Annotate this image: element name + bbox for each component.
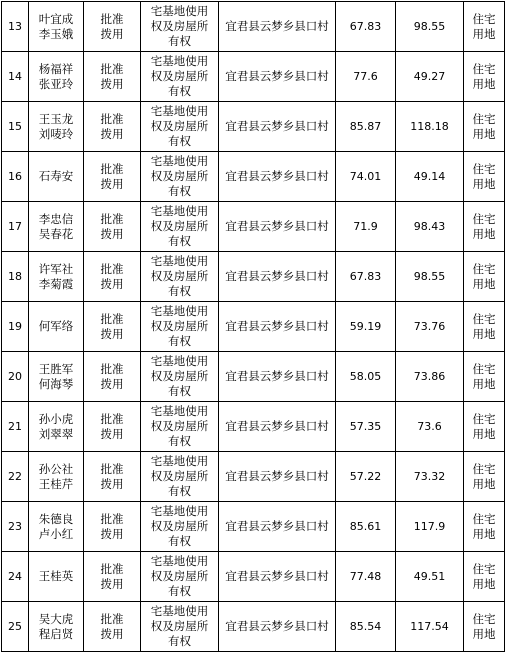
approval-type	[84, 202, 141, 252]
land-area: 85.87	[336, 102, 396, 152]
land-area: 57.35	[336, 402, 396, 452]
right-type-line: 宅基地使用	[150, 204, 209, 218]
land-use-line: 用地	[472, 176, 496, 191]
right-type-line: 有权	[168, 534, 191, 548]
right-type-line: 宅基地使用	[150, 304, 209, 318]
right-type-line: 有权	[168, 584, 191, 598]
row-number: 19	[2, 302, 29, 352]
building-area: 98.55	[396, 2, 464, 52]
right-type	[141, 102, 219, 152]
table-row	[2, 2, 505, 52]
owner-names	[29, 2, 84, 52]
building-area: 73.6	[396, 402, 464, 452]
land-use	[464, 452, 505, 502]
right-type-line: 宅基地使用	[150, 54, 209, 68]
right-type	[141, 152, 219, 202]
land-use-line: 住宅	[472, 361, 496, 376]
location: 宜君县云梦乡县口村	[219, 452, 336, 502]
owner-names-line: 王胜军	[38, 361, 74, 376]
land-area: 74.01	[336, 152, 396, 202]
land-use-line: 住宅	[472, 161, 496, 176]
land-use	[464, 402, 505, 452]
right-type-line: 权及房屋所	[150, 319, 209, 333]
location: 宜君县云梦乡县口村	[219, 152, 336, 202]
location: 宜君县云梦乡县口村	[219, 602, 336, 652]
approval-type	[84, 402, 141, 452]
right-type-line: 权及房屋所	[150, 419, 209, 433]
approval-type	[84, 252, 141, 302]
right-type-line: 有权	[168, 134, 191, 148]
right-type-line: 权及房屋所	[150, 219, 209, 233]
right-type	[141, 52, 219, 102]
approval-type-line: 拨用	[100, 526, 124, 541]
land-use	[464, 602, 505, 652]
land-use-line: 住宅	[472, 211, 496, 226]
owner-names-line: 王桂英	[38, 569, 74, 583]
approval-type-line: 批准	[100, 611, 124, 626]
location: 宜君县云梦乡县口村	[219, 52, 336, 102]
right-type-line: 宅基地使用	[150, 404, 209, 418]
land-use-line: 住宅	[472, 261, 496, 276]
table-row	[2, 552, 505, 602]
right-type-line: 宅基地使用	[150, 104, 209, 118]
row-number: 25	[2, 602, 29, 652]
row-number: 18	[2, 252, 29, 302]
land-use-line: 用地	[472, 326, 496, 341]
owner-names-line: 孙公社	[38, 461, 74, 476]
approval-type	[84, 502, 141, 552]
land-use-line: 用地	[472, 126, 496, 141]
owner-names-line: 王玉龙	[38, 111, 74, 126]
right-type-line: 权及房屋所	[150, 19, 209, 33]
owner-names-line: 杨福祥	[38, 61, 74, 76]
land-use-line: 住宅	[472, 11, 496, 26]
right-type	[141, 252, 219, 302]
right-type-line: 权及房屋所	[150, 519, 209, 533]
table-row	[2, 252, 505, 302]
land-use-line: 用地	[472, 426, 496, 441]
land-use-line: 用地	[472, 376, 496, 391]
land-use-line: 住宅	[472, 461, 496, 476]
table-row	[2, 302, 505, 352]
row-number: 13	[2, 2, 29, 52]
land-use-line: 用地	[472, 276, 496, 291]
owner-names	[29, 402, 84, 452]
row-number: 17	[2, 202, 29, 252]
location: 宜君县云梦乡县口村	[219, 552, 336, 602]
owner-names-line: 孙小虎	[38, 411, 74, 426]
approval-type-line: 批准	[100, 161, 124, 176]
right-type-line: 有权	[168, 634, 191, 648]
approval-type-line: 批准	[100, 261, 124, 276]
land-use-line: 住宅	[472, 311, 496, 326]
right-type-line: 宅基地使用	[150, 354, 209, 368]
right-type-line: 权及房屋所	[150, 369, 209, 383]
building-area: 118.18	[396, 102, 464, 152]
owner-names-line: 许军社	[38, 261, 74, 276]
location: 宜君县云梦乡县口村	[219, 102, 336, 152]
approval-type-line: 批准	[100, 211, 124, 226]
row-number: 23	[2, 502, 29, 552]
right-type-line: 有权	[168, 184, 191, 198]
building-area: 73.76	[396, 302, 464, 352]
location: 宜君县云梦乡县口村	[219, 202, 336, 252]
row-number: 20	[2, 352, 29, 402]
approval-type-line: 拨用	[100, 176, 124, 191]
right-type-line: 有权	[168, 484, 191, 498]
owner-names-line: 吴大虎	[38, 611, 74, 626]
right-type-line: 有权	[168, 84, 191, 98]
land-area: 71.9	[336, 202, 396, 252]
owner-names-line: 张亚玲	[38, 76, 74, 91]
owner-names-line: 李玉娥	[38, 26, 74, 41]
right-type-line: 宅基地使用	[150, 154, 209, 168]
land-use	[464, 502, 505, 552]
owner-names-line: 朱德良	[38, 511, 74, 526]
owner-names-line: 何海琴	[38, 376, 74, 391]
land-area: 57.22	[336, 452, 396, 502]
land-area: 77.48	[336, 552, 396, 602]
land-use	[464, 152, 505, 202]
right-type	[141, 452, 219, 502]
building-area: 98.55	[396, 252, 464, 302]
approval-type	[84, 352, 141, 402]
right-type	[141, 552, 219, 602]
approval-type-line: 拨用	[100, 476, 124, 491]
owner-names-line: 吴春花	[38, 226, 74, 241]
table-row	[2, 452, 505, 502]
land-use-line: 住宅	[472, 111, 496, 126]
right-type-line: 权及房屋所	[150, 469, 209, 483]
approval-type-line: 批准	[100, 111, 124, 126]
approval-type	[84, 2, 141, 52]
table-row	[2, 52, 505, 102]
registration-table	[1, 1, 505, 652]
location: 宜君县云梦乡县口村	[219, 352, 336, 402]
right-type-line: 有权	[168, 434, 191, 448]
approval-type-line: 拨用	[100, 626, 124, 641]
location: 宜君县云梦乡县口村	[219, 302, 336, 352]
location: 宜君县云梦乡县口村	[219, 252, 336, 302]
owner-names	[29, 102, 84, 152]
right-type-line: 有权	[168, 34, 191, 48]
land-use	[464, 352, 505, 402]
approval-type-line: 拨用	[100, 26, 124, 41]
land-area: 59.19	[336, 302, 396, 352]
land-use	[464, 552, 505, 602]
owner-names-line: 卢小红	[38, 526, 74, 541]
right-type-line: 宅基地使用	[150, 4, 209, 18]
right-type-line: 有权	[168, 234, 191, 248]
row-number: 14	[2, 52, 29, 102]
approval-type-line: 批准	[100, 561, 124, 576]
land-area: 77.6	[336, 52, 396, 102]
owner-names-line: 刘翠翠	[38, 426, 74, 441]
land-use-line: 住宅	[472, 61, 496, 76]
owner-names	[29, 452, 84, 502]
row-number: 15	[2, 102, 29, 152]
row-number: 24	[2, 552, 29, 602]
building-area: 49.14	[396, 152, 464, 202]
right-type-line: 权及房屋所	[150, 619, 209, 633]
owner-names-line: 程启贤	[38, 626, 74, 641]
right-type	[141, 2, 219, 52]
owner-names	[29, 252, 84, 302]
approval-type-line: 拨用	[100, 426, 124, 441]
owner-names-line: 李菊霞	[38, 276, 74, 291]
land-use	[464, 252, 505, 302]
right-type-line: 权及房屋所	[150, 169, 209, 183]
land-use	[464, 2, 505, 52]
approval-type	[84, 152, 141, 202]
owner-names-line: 刘唛玲	[38, 126, 74, 141]
land-use-line: 住宅	[472, 561, 496, 576]
location: 宜君县云梦乡县口村	[219, 2, 336, 52]
approval-type-line: 拨用	[100, 576, 124, 591]
table-row	[2, 202, 505, 252]
location: 宜君县云梦乡县口村	[219, 402, 336, 452]
owner-names	[29, 602, 84, 652]
approval-type-line: 批准	[100, 411, 124, 426]
owner-names	[29, 552, 84, 602]
owner-names	[29, 152, 84, 202]
approval-type-line: 拨用	[100, 326, 124, 341]
row-number: 22	[2, 452, 29, 502]
approval-type-line: 批准	[100, 61, 124, 76]
approval-type-line: 拨用	[100, 126, 124, 141]
row-number: 16	[2, 152, 29, 202]
approval-type-line: 拨用	[100, 276, 124, 291]
land-use-line: 用地	[472, 526, 496, 541]
land-use	[464, 52, 505, 102]
approval-type-line: 批准	[100, 511, 124, 526]
approval-type	[84, 602, 141, 652]
approval-type-line: 批准	[100, 361, 124, 376]
land-use-line: 用地	[472, 76, 496, 91]
table-row	[2, 152, 505, 202]
right-type-line: 宅基地使用	[150, 504, 209, 518]
table-row	[2, 102, 505, 152]
right-type-line: 宅基地使用	[150, 254, 209, 268]
building-area: 73.86	[396, 352, 464, 402]
approval-type-line: 批准	[100, 11, 124, 26]
land-use-line: 用地	[472, 226, 496, 241]
land-use	[464, 102, 505, 152]
location: 宜君县云梦乡县口村	[219, 502, 336, 552]
land-area: 85.61	[336, 502, 396, 552]
right-type	[141, 402, 219, 452]
land-use	[464, 302, 505, 352]
building-area: 49.27	[396, 52, 464, 102]
building-area: 117.54	[396, 602, 464, 652]
row-number: 21	[2, 402, 29, 452]
approval-type-line: 批准	[100, 311, 124, 326]
table-row	[2, 602, 505, 652]
right-type-line: 宅基地使用	[150, 604, 209, 618]
approval-type-line: 拨用	[100, 226, 124, 241]
right-type-line: 权及房屋所	[150, 269, 209, 283]
approval-type	[84, 102, 141, 152]
approval-type-line: 拨用	[100, 376, 124, 391]
land-area: 67.83	[336, 252, 396, 302]
table-row	[2, 352, 505, 402]
owner-names	[29, 352, 84, 402]
right-type-line: 有权	[168, 284, 191, 298]
land-use-line: 住宅	[472, 511, 496, 526]
land-use-line: 住宅	[472, 611, 496, 626]
owner-names-line: 李忠信	[38, 211, 74, 226]
approval-type	[84, 52, 141, 102]
owner-names-line: 石寿安	[38, 169, 74, 183]
right-type	[141, 302, 219, 352]
owner-names-line: 何军络	[38, 319, 74, 333]
land-area: 85.54	[336, 602, 396, 652]
right-type	[141, 602, 219, 652]
right-type	[141, 202, 219, 252]
right-type-line: 权及房屋所	[150, 69, 209, 83]
right-type-line: 宅基地使用	[150, 454, 209, 468]
approval-type	[84, 452, 141, 502]
building-area: 98.43	[396, 202, 464, 252]
right-type-line: 权及房屋所	[150, 569, 209, 583]
right-type-line: 权及房屋所	[150, 119, 209, 133]
approval-type	[84, 302, 141, 352]
table-row	[2, 502, 505, 552]
table-body	[2, 2, 505, 652]
land-use-line: 用地	[472, 626, 496, 641]
land-use-line: 用地	[472, 26, 496, 41]
land-use-line: 用地	[472, 476, 496, 491]
building-area: 49.51	[396, 552, 464, 602]
land-use	[464, 202, 505, 252]
owner-names-line: 叶宜成	[38, 11, 74, 26]
land-area: 58.05	[336, 352, 396, 402]
approval-type	[84, 552, 141, 602]
right-type-line: 宅基地使用	[150, 554, 209, 568]
approval-type-line: 批准	[100, 461, 124, 476]
right-type	[141, 502, 219, 552]
building-area: 117.9	[396, 502, 464, 552]
approval-type-line: 拨用	[100, 76, 124, 91]
right-type-line: 有权	[168, 384, 191, 398]
table-row	[2, 402, 505, 452]
land-use-line: 住宅	[472, 411, 496, 426]
right-type	[141, 352, 219, 402]
owner-names-line: 王桂芹	[38, 476, 74, 491]
land-area: 67.83	[336, 2, 396, 52]
owner-names	[29, 202, 84, 252]
owner-names	[29, 502, 84, 552]
owner-names	[29, 52, 84, 102]
owner-names	[29, 302, 84, 352]
right-type-line: 有权	[168, 334, 191, 348]
building-area: 73.32	[396, 452, 464, 502]
land-use-line: 用地	[472, 576, 496, 591]
